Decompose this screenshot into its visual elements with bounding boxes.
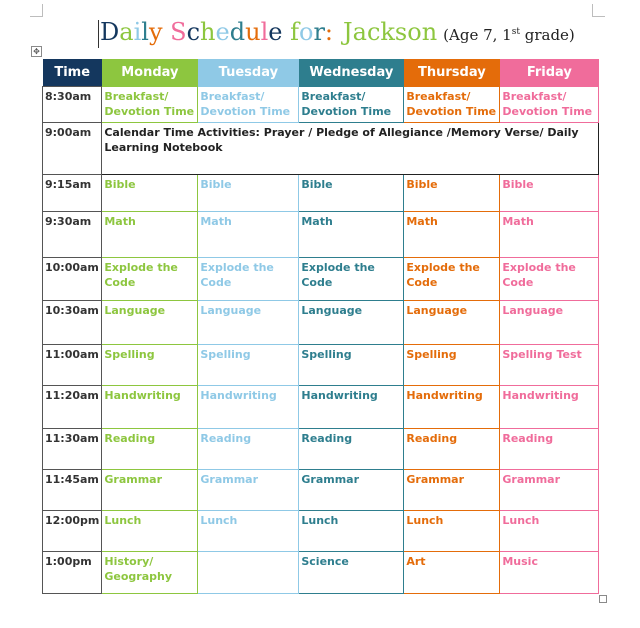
cell-friday[interactable]: Grammar xyxy=(500,470,599,511)
cell-thursday[interactable]: Handwriting xyxy=(404,386,500,429)
cell-tuesday[interactable]: Bible xyxy=(198,175,299,212)
title-prefix: Daily Schedule for: xyxy=(100,18,334,46)
time-cell[interactable]: 11:00am xyxy=(43,345,102,386)
cell-tuesday[interactable]: Explode the Code xyxy=(198,258,299,301)
header-thursday: Thursday xyxy=(404,59,500,87)
cell-thursday[interactable]: Math xyxy=(404,212,500,258)
cell-friday[interactable]: Language xyxy=(500,301,599,345)
cell-tuesday[interactable]: Grammar xyxy=(198,470,299,511)
time-cell[interactable]: 1:00pm xyxy=(43,552,102,594)
page-corner-top-right xyxy=(592,4,605,17)
cell-monday[interactable]: Grammar xyxy=(102,470,198,511)
table-row xyxy=(43,470,599,511)
table-row xyxy=(43,429,599,470)
cell-friday[interactable]: Bible xyxy=(500,175,599,212)
cell-friday[interactable]: Math xyxy=(500,212,599,258)
table-row xyxy=(43,87,599,123)
cell-tuesday[interactable]: Lunch xyxy=(198,511,299,552)
cell-tuesday[interactable]: Language xyxy=(198,301,299,345)
time-cell[interactable]: 10:00am xyxy=(43,258,102,301)
cell-tuesday[interactable]: Math xyxy=(198,212,299,258)
cell-wednesday[interactable]: Breakfast/ Devotion Time xyxy=(299,87,404,123)
cell-monday[interactable]: Bible xyxy=(102,175,198,212)
cell-thursday[interactable]: Explode the Code xyxy=(404,258,500,301)
text-cursor xyxy=(98,20,99,48)
table-row xyxy=(43,386,599,429)
table-row xyxy=(43,175,599,212)
header-tuesday: Tuesday xyxy=(198,59,299,87)
cell-thursday[interactable]: Lunch xyxy=(404,511,500,552)
cell-thursday[interactable]: Language xyxy=(404,301,500,345)
table-row xyxy=(43,511,599,552)
time-cell[interactable]: 8:30am xyxy=(43,87,102,123)
cell-tuesday[interactable] xyxy=(198,552,299,594)
cell-thursday[interactable]: Bible xyxy=(404,175,500,212)
cell-friday[interactable]: Explode the Code xyxy=(500,258,599,301)
cell-monday[interactable]: Lunch xyxy=(102,511,198,552)
header-friday: Friday xyxy=(500,59,599,87)
cell-thursday[interactable]: Grammar xyxy=(404,470,500,511)
schedule-table xyxy=(42,59,599,594)
cell-thursday[interactable]: Art xyxy=(404,552,500,594)
cell-monday[interactable]: Reading xyxy=(102,429,198,470)
cell-tuesday[interactable]: Handwriting xyxy=(198,386,299,429)
table-move-handle-icon[interactable]: ✥ xyxy=(31,46,42,57)
cell-wednesday[interactable]: Lunch xyxy=(299,511,404,552)
cell-monday[interactable]: Language xyxy=(102,301,198,345)
cell-monday[interactable]: Handwriting xyxy=(102,386,198,429)
calendar-activities-label: Calendar Time Activities: xyxy=(104,126,260,139)
calendar-activities-text: Prayer / Pledge of Allegiance /Memory Verse/ Daily Learning Notebook xyxy=(104,126,579,154)
cell-thursday[interactable]: Reading xyxy=(404,429,500,470)
cell-wednesday[interactable]: Reading xyxy=(299,429,404,470)
table-row xyxy=(43,552,599,594)
cell-monday[interactable]: Spelling xyxy=(102,345,198,386)
cell-thursday[interactable]: Spelling xyxy=(404,345,500,386)
cell-wednesday[interactable]: Language xyxy=(299,301,404,345)
cell-monday[interactable]: Breakfast/ Devotion Time xyxy=(102,87,198,123)
cell-friday[interactable]: Spelling Test xyxy=(500,345,599,386)
header-row xyxy=(43,59,599,87)
table-row xyxy=(43,301,599,345)
cell-monday[interactable]: Math xyxy=(102,212,198,258)
table-row xyxy=(43,212,599,258)
time-cell[interactable]: 11:45am xyxy=(43,470,102,511)
cell-wednesday[interactable]: Handwriting xyxy=(299,386,404,429)
table-resize-handle[interactable] xyxy=(599,595,607,603)
table-row xyxy=(43,258,599,301)
time-cell[interactable]: 10:30am xyxy=(43,301,102,345)
document-title[interactable] xyxy=(100,18,575,46)
calendar-activities-cell[interactable] xyxy=(102,123,599,175)
header-wednesday: Wednesday xyxy=(299,59,404,87)
cell-wednesday[interactable]: Spelling xyxy=(299,345,404,386)
cell-friday[interactable]: Breakfast/ Devotion Time xyxy=(500,87,599,123)
cell-tuesday[interactable]: Spelling xyxy=(198,345,299,386)
header-time: Time xyxy=(43,59,102,87)
cell-friday[interactable]: Handwriting xyxy=(500,386,599,429)
cell-wednesday[interactable]: Explode the Code xyxy=(299,258,404,301)
page-corner-top-left xyxy=(30,4,43,17)
time-cell[interactable]: 11:20am xyxy=(43,386,102,429)
time-cell[interactable]: 9:00am xyxy=(43,123,102,175)
cell-wednesday[interactable]: Grammar xyxy=(299,470,404,511)
time-cell[interactable]: 12:00pm xyxy=(43,511,102,552)
cell-monday[interactable]: Explode the Code xyxy=(102,258,198,301)
table-row xyxy=(43,345,599,386)
cell-friday[interactable]: Reading xyxy=(500,429,599,470)
title-age: (Age 7, 1st grade) xyxy=(443,26,575,44)
title-name: Jackson xyxy=(343,18,438,46)
cell-monday[interactable]: History/ Geography xyxy=(102,552,198,594)
header-monday: Monday xyxy=(102,59,198,87)
cell-friday[interactable]: Music xyxy=(500,552,599,594)
cell-wednesday[interactable]: Math xyxy=(299,212,404,258)
cell-thursday[interactable]: Breakfast/ Devotion Time xyxy=(404,87,500,123)
time-cell[interactable]: 9:15am xyxy=(43,175,102,212)
table-row xyxy=(43,123,599,175)
cell-tuesday[interactable]: Breakfast/ Devotion Time xyxy=(198,87,299,123)
cell-tuesday[interactable]: Reading xyxy=(198,429,299,470)
cell-wednesday[interactable]: Bible xyxy=(299,175,404,212)
cell-wednesday[interactable]: Science xyxy=(299,552,404,594)
cell-friday[interactable]: Lunch xyxy=(500,511,599,552)
time-cell[interactable]: 11:30am xyxy=(43,429,102,470)
time-cell[interactable]: 9:30am xyxy=(43,212,102,258)
